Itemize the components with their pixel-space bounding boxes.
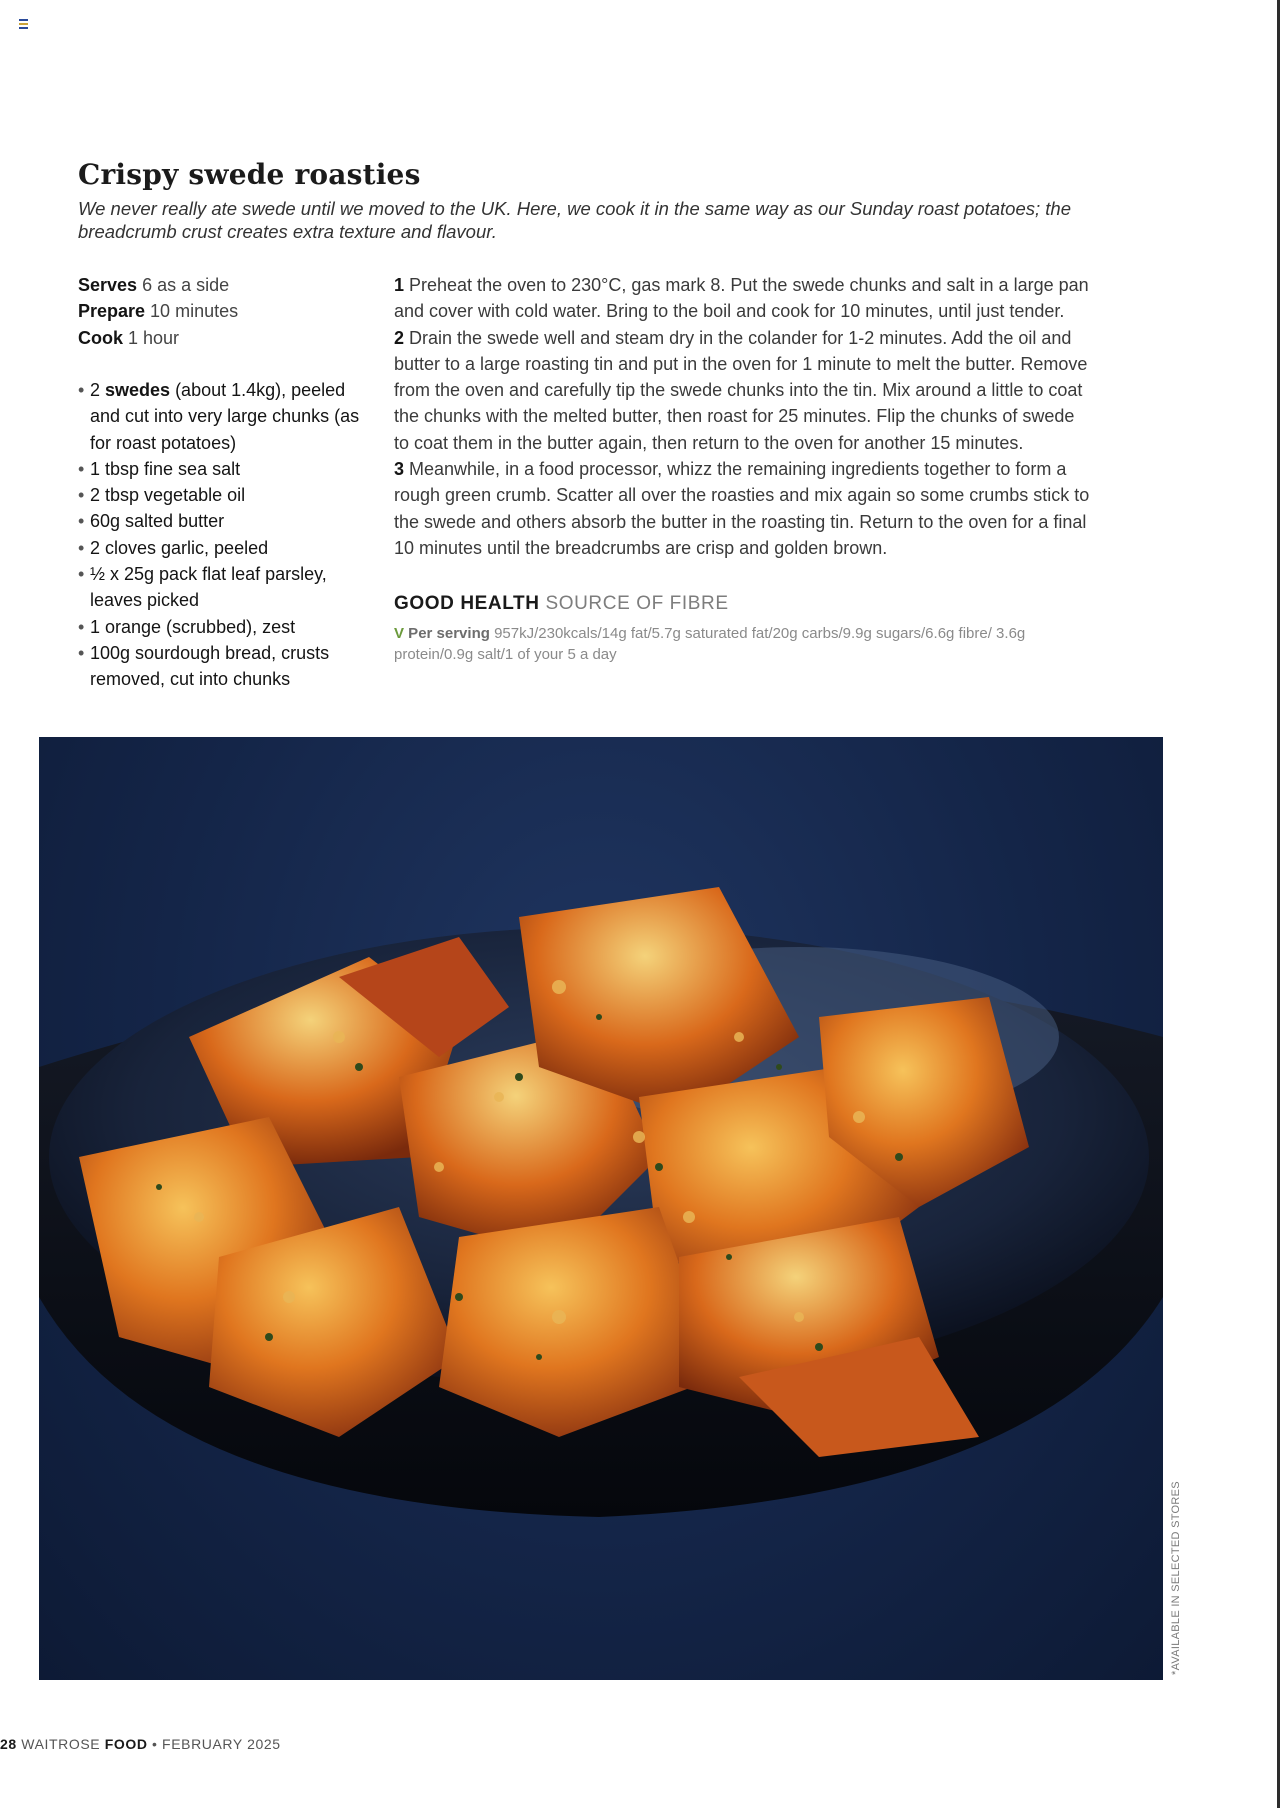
step-text: Meanwhile, in a food processor, whizz the remaining ingredients together to form a rough green crumb. Scatter all over the roasties and mix again so some crumbs stick to the swede and others absorb the butter in the roasting tin. Return to the oven for a final 10 minutes until the breadcrumbs are crisp and golden brown. [394,459,1090,558]
ingredient-text: (about 1.4kg), peeled and cut into very large chunks (as for roast potatoes) [90,380,360,453]
recipe-meta [78,272,378,351]
prepare-row [78,298,378,324]
ingredient-text: 2 tbsp vegetable oil [90,485,246,506]
method-step [394,456,1094,561]
ingredient-text: ½ x 25g pack flat leaf parsley, leaves picked [90,564,327,611]
ingredient-item [78,508,378,534]
step-number: 3 [394,459,405,480]
corner-mark-icon [19,19,28,31]
recipe-photo [39,737,1163,1680]
ingredient-item [78,377,378,456]
page-number: 28 [0,1736,17,1752]
ingredient-text: 2 cloves garlic, peeled [90,537,269,558]
method-steps [394,272,1094,561]
magazine-brand: WAITROSE [16,1736,105,1752]
availability-note: *AVAILABLE IN SELECTED STORES [1170,1481,1182,1675]
ingredient-qty: 2 [90,380,106,400]
roasted-swede-bowl-illustration [39,737,1163,1680]
ingredient-item [78,561,378,614]
ingredient-item [78,535,378,561]
good-health-heading [394,593,729,615]
serves-value: 6 as a side [137,275,230,295]
step-text: Drain the swede well and steam dry in the colander for 1-2 minutes. Add the oil and butter to a large roasting tin and put in the oven for 1 minute to melt the butter. Remove from the oven and carefully tip the swede chunks into the tin. Mix around a little to coat the chunks with the melted butter, then roast for 25 minutes. Flip the chunks of swede to coat them in the butter again, then return to the oven for another 15 minutes. [394,327,1088,453]
cook-row [78,325,378,351]
ingredient-item [78,482,378,508]
per-serving-label: Per serving [404,625,490,642]
page-footer [0,1736,281,1752]
cook-value: 1 hour [123,327,180,348]
method-step [394,325,1094,456]
method-step [394,272,1094,325]
ingredient-item [78,640,378,693]
footer-separator: • [147,1736,163,1752]
nutrition-values: 957kJ/230kcals/14g fat/5.7g saturated fat/20g carbs/9.9g sugars/6.6g fibre/ 3.6g protein/0.9g salt/1 of your 5 a day [394,625,1026,663]
recipe-intro: We never really ate swede until we moved to the UK. Here, we cook it in the same way as our Sunday roast potatoes; the breadcrumb crust creates extra texture and flavour. [78,198,1072,242]
serves-label: Serves [78,275,138,295]
vegetarian-icon: V [394,625,405,642]
cook-label: Cook [78,327,123,348]
magazine-brand-bold: FOOD [104,1736,148,1752]
recipe-title: Crispy swede roasties [78,158,421,191]
ingredient-item [78,614,378,640]
step-text: Preheat the oven to 230°C, gas mark 8. Put the swede chunks and salt in a large pan and cover with cold water. Bring to the boil and cook for 10 minutes, until just tender. [394,275,1089,322]
ingredient-text: 100g sourdough bread, crusts removed, cut into chunks [90,642,330,690]
ingredient-name: swedes [105,380,171,400]
ingredient-item [78,456,378,482]
nutrition-info [394,623,1034,665]
ingredients-list [78,377,378,693]
prepare-label: Prepare [78,301,146,322]
prepare-value: 10 minutes [145,301,239,322]
good-health-label: GOOD HEALTH [394,593,540,614]
serves-row [78,272,378,298]
ingredient-text: 1 tbsp fine sea salt [90,458,241,479]
step-number: 1 [394,275,405,295]
ingredient-text: 1 orange (scrubbed), zest [90,616,296,637]
ingredient-text: 60g salted butter [90,511,225,532]
step-number: 2 [394,327,405,348]
issue-date: FEBRUARY 2025 [162,1736,281,1752]
health-claim: SOURCE OF FIBRE [539,593,729,614]
